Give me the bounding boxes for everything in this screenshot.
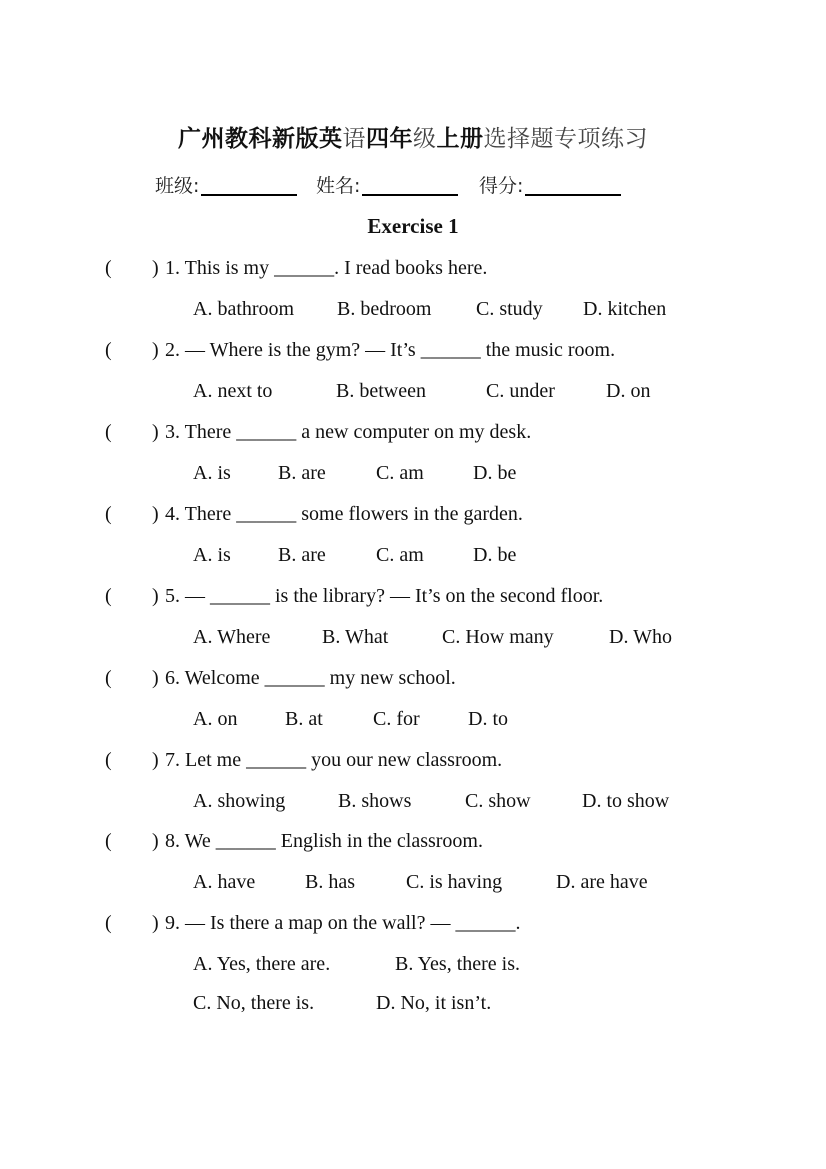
answer-paren-close: ) — [152, 585, 159, 607]
question-text: 7. Let me ______ you our new classroom. — [165, 749, 503, 771]
answer-paren-open: ( — [105, 257, 112, 279]
option-d: D. be — [473, 462, 517, 484]
title-part: 级 — [413, 126, 437, 152]
name-field — [316, 176, 458, 196]
question-text: 3. There ______ a new computer on my desk. — [165, 421, 532, 443]
option-d: D. kitchen — [583, 298, 667, 320]
answer-paren-open: ( — [105, 667, 112, 689]
score-blank — [525, 176, 621, 196]
worksheet-title — [0, 128, 826, 151]
title-part: 四年 — [366, 126, 413, 152]
option-a: A. bathroom — [193, 298, 295, 320]
option-a: A. have — [193, 871, 256, 893]
question-text: 4. There ______ some flowers in the garden. — [165, 503, 523, 525]
answer-paren-open: ( — [105, 749, 112, 771]
option-a: A. Where — [193, 626, 271, 648]
class-field — [155, 176, 297, 196]
option-b: B. Yes, there is. — [395, 953, 521, 975]
option-a: A. next to — [193, 380, 273, 402]
title-part: 选择题专项练习 — [483, 126, 648, 152]
answer-paren-close: ) — [152, 503, 159, 525]
score-field — [479, 176, 621, 196]
answer-paren-close: ) — [152, 749, 159, 771]
option-b: B. are — [278, 462, 326, 484]
answer-paren-open: ( — [105, 503, 112, 525]
class-label: 班级: — [155, 175, 200, 197]
answer-paren-open: ( — [105, 421, 112, 443]
option-a: A. is — [193, 462, 231, 484]
question-text: 1. This is my ______. I read books here. — [165, 257, 488, 279]
answer-paren-open: ( — [105, 339, 112, 361]
option-c: C. How many — [442, 626, 554, 648]
option-c: C. am — [376, 462, 424, 484]
question-text: 5. — ______ is the library? — It’s on the second floor. — [165, 585, 604, 607]
question-text: 6. Welcome ______ my new school. — [165, 667, 456, 689]
answer-paren-close: ) — [152, 667, 159, 689]
name-blank — [362, 176, 458, 196]
option-b: B. bedroom — [337, 298, 432, 320]
name-label: 姓名: — [316, 175, 361, 197]
option-c: C. under — [486, 380, 555, 402]
option-c: C. for — [373, 708, 420, 730]
option-d: D. No, it isn’t. — [376, 992, 492, 1014]
option-b: B. What — [322, 626, 389, 648]
option-a: A. on — [193, 708, 238, 730]
option-c: C. show — [465, 790, 531, 812]
answer-paren-close: ) — [152, 257, 159, 279]
option-c: C. No, there is. — [193, 992, 315, 1014]
option-d: D. to show — [582, 790, 670, 812]
option-b: B. shows — [338, 790, 412, 812]
option-d: D. be — [473, 544, 517, 566]
class-blank — [201, 176, 297, 196]
answer-paren-open: ( — [105, 912, 112, 934]
answer-paren-open: ( — [105, 585, 112, 607]
title-part: 广州教科新版英 — [178, 126, 343, 152]
option-c: C. study — [476, 298, 543, 320]
answer-paren-close: ) — [152, 912, 159, 934]
option-b: B. at — [285, 708, 323, 730]
option-c: C. is having — [406, 871, 503, 893]
question-text: 2. — Where is the gym? — It’s ______ the music room. — [165, 339, 616, 361]
title-part: 语 — [342, 126, 366, 152]
answer-paren-close: ) — [152, 339, 159, 361]
option-b: B. between — [336, 380, 426, 402]
question-text: 9. — Is there a map on the wall? — ______. — [165, 912, 521, 934]
answer-paren-close: ) — [152, 421, 159, 443]
answer-paren-close: ) — [152, 830, 159, 852]
score-label: 得分: — [479, 175, 524, 197]
option-d: D. to — [468, 708, 508, 730]
option-a: A. Yes, there are. — [193, 953, 331, 975]
option-b: B. has — [305, 871, 355, 893]
answer-paren-open: ( — [105, 830, 112, 852]
option-c: C. am — [376, 544, 424, 566]
option-a: A. is — [193, 544, 231, 566]
question-text: 8. We ______ English in the classroom. — [165, 830, 483, 852]
option-a: A. showing — [193, 790, 286, 812]
option-d: D. on — [606, 380, 651, 402]
title-part: 上册 — [436, 126, 484, 152]
exercise-heading: Exercise 1 — [367, 214, 459, 238]
option-d: D. are have — [556, 871, 648, 893]
option-d: D. Who — [609, 626, 672, 648]
option-b: B. are — [278, 544, 326, 566]
